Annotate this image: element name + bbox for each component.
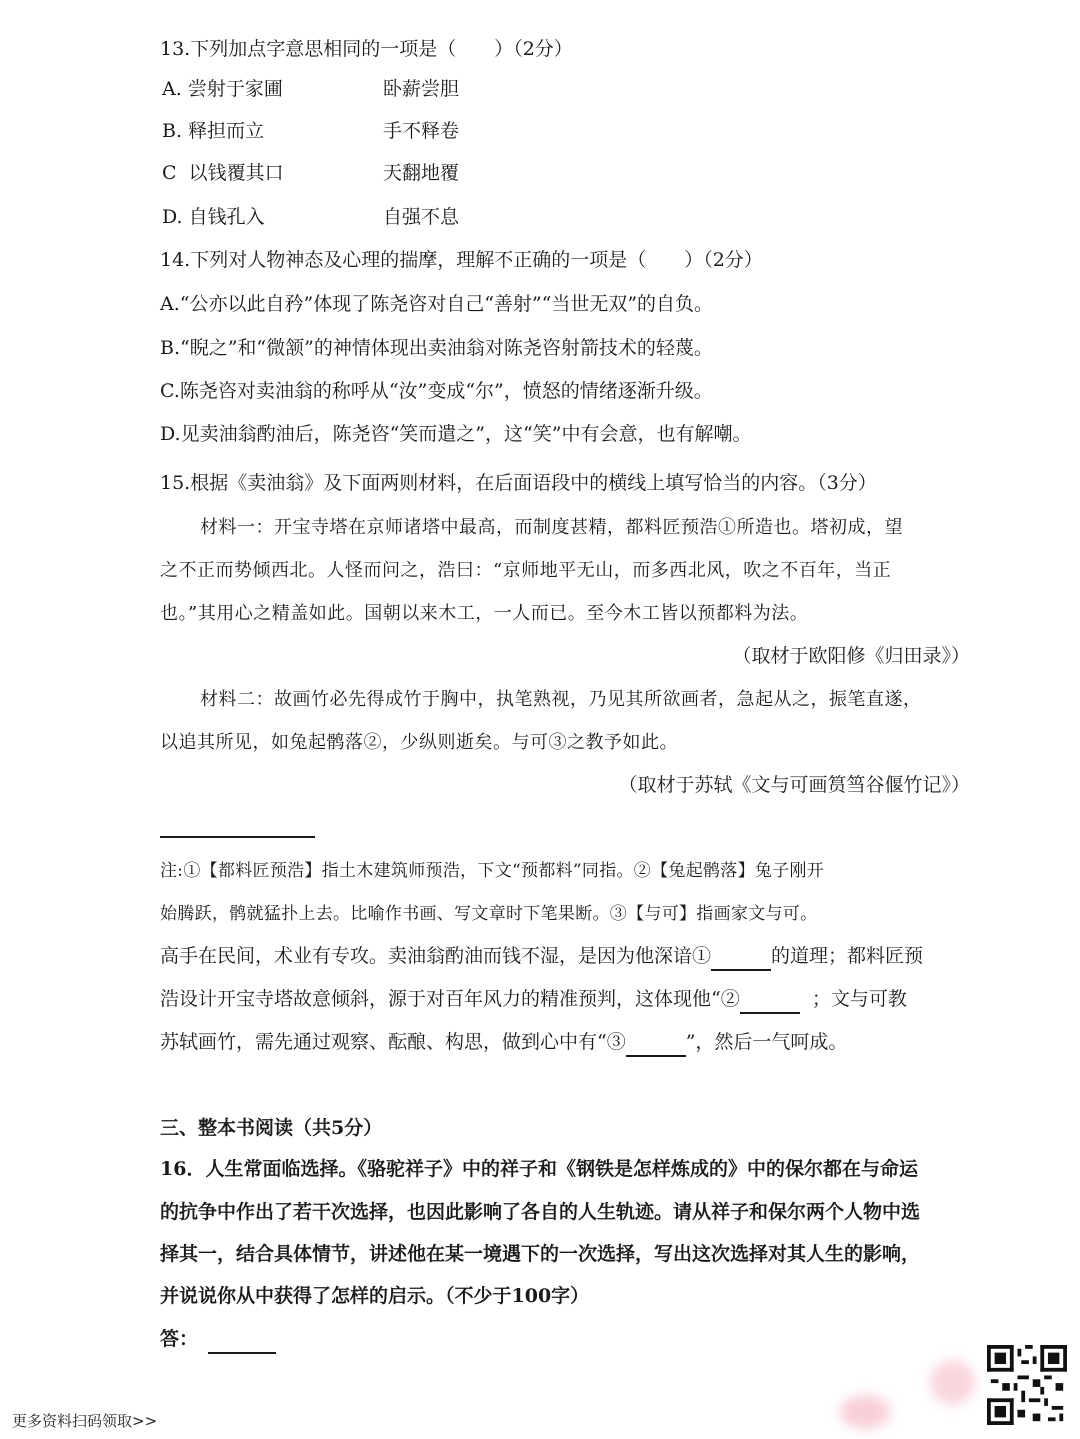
q13-option-c-left: C 以钱覆其口 xyxy=(162,162,284,184)
q14-option-b: B.“睨之”和“微颔”的神情体现出卖油翁对陈尧咨射箭技术的轻蔑。 xyxy=(160,337,713,359)
answer-blank-q16[interactable] xyxy=(208,1326,276,1354)
q15-fill-line-1: 高手在民间，术业有专攻。卖油翁酌油而钱不湿，是因为他深谙① 的道理；都料匠预 xyxy=(160,943,923,971)
q16-line: 16．人生常面临选择。《骆驼祥子》中的祥子和《钢铁是怎样炼成的》中的保尔都在与命运 xyxy=(160,1158,918,1180)
material1-line: 材料一：开宝寺塔在京师诸塔中最高，而制度甚精，都料匠预浩①所造也。塔初成，望 xyxy=(200,517,903,538)
q14-stem: 14.下列对人物神态及心理的揣摩，理解不正确的一项是（ ）（2分） xyxy=(160,249,763,271)
notes-divider xyxy=(160,836,315,838)
footer-link[interactable]: 更多资料扫码领取>> xyxy=(12,1412,158,1430)
answer-blank-3[interactable] xyxy=(626,1029,686,1057)
material2-line: 材料二：故画竹必先得成竹于胸中，执笔熟视，乃见其所欲画者，急起从之，振笔直遂， xyxy=(200,689,922,710)
q13-stem: 13.下列加点字意思相同的一项是（ ）（2分） xyxy=(160,38,573,60)
q13-option-a-left: A. 尝射于家圃 xyxy=(162,78,283,100)
q14-option-c: C.陈尧咨对卖油翁的称呼从“汝”变成“尔”，愤怒的情绪逐渐升级。 xyxy=(160,380,713,402)
q15-fill-line-2: 浩设计开宝寺塔故意倾斜，源于对百年风力的精准预判，这体现他“② ；文与可教 xyxy=(160,986,907,1014)
material1-line: 之不正而势倾西北。人怪而问之，浩曰：“京师地平无山，而多西北风，吹之不百年，当正 xyxy=(160,560,892,581)
notes-line: 注:①【都料匠预浩】指土木建筑师预浩，下文“预都料”同指。②【兔起鹘落】兔子刚开 xyxy=(160,861,825,881)
q15-stem: 15.根据《卖油翁》及下面两则材料，在后面语段中的横线上填写恰当的内容。（3分） xyxy=(160,472,877,494)
answer-blank-1[interactable] xyxy=(711,943,771,971)
qr-code-icon[interactable] xyxy=(987,1345,1067,1425)
pink-smudge xyxy=(840,1395,890,1429)
section3-heading: 三、整本书阅读（共5分） xyxy=(160,1117,383,1139)
q16-line: 择其一，结合具体情节，讲述他在某一境遇下的一次选择，写出这次选择对其人生的影响， xyxy=(160,1243,921,1265)
q13-option-c-right: 天翻地覆 xyxy=(383,162,460,184)
q16-answer: 答： xyxy=(160,1326,276,1354)
answer-blank-2[interactable] xyxy=(740,986,800,1014)
q14-option-d: D.见卖油翁酌油后，陈尧咨“笑而遣之”，这“笑”中有会意，也有解嘲。 xyxy=(160,423,752,445)
q16-line: 并说说你从中获得了怎样的启示。（不少于100字） xyxy=(160,1285,590,1307)
q13-option-b-left: B. 释担而立 xyxy=(162,120,265,142)
material2-source: （取材于苏轼《文与可画筼筜谷偃竹记》） xyxy=(618,774,970,796)
q16-line: 的抗争中作出了若干次选择，也因此影响了各自的人生轨迹。请从祥子和保尔两个人物中选 xyxy=(160,1201,921,1223)
notes-line: 始腾跃，鹘就猛扑上去。比喻作书画、写文章时下笔果断。③【与可】指画家文与可。 xyxy=(160,904,818,924)
q13-option-d-right: 自强不息 xyxy=(383,206,460,228)
pink-smudge xyxy=(930,1360,975,1405)
q13-option-a-right: 卧薪尝胆 xyxy=(383,78,460,100)
q13-option-d-left: D. 自钱孔入 xyxy=(162,206,265,228)
material1-line: 也。”其用心之精盖如此。国朝以来木工，一人而已。至今木工皆以预都料为法。 xyxy=(160,603,809,624)
q14-option-a: A.“公亦以此自矜”体现了陈尧咨对自己“善射”“当世无双”的自负。 xyxy=(160,293,714,315)
material1-source: （取材于欧阳修《归田录》） xyxy=(732,645,970,667)
q15-fill-line-3: 苏轼画竹，需先通过观察、酝酿、构思，做到心中有“③ ”，然后一气呵成。 xyxy=(160,1029,847,1057)
material2-line: 以追其所见，如兔起鹘落②，少纵则逝矣。与可③之教予如此。 xyxy=(160,732,678,753)
q13-option-b-right: 手不释卷 xyxy=(383,120,460,142)
